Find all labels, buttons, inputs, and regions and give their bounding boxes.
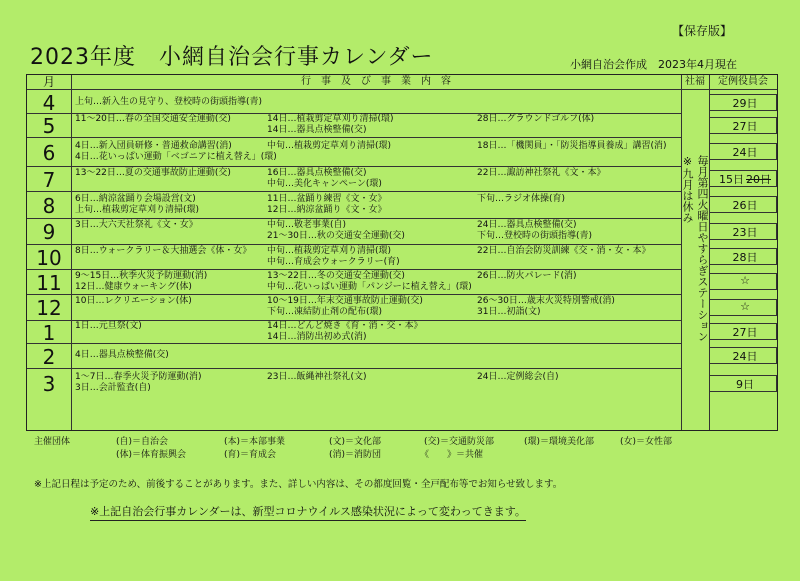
event-item: 14日…器具点検整備(交) <box>267 125 367 135</box>
event-item: 14日…消防出初め式(消) <box>267 331 367 342</box>
legend-item: (女)＝女性部 <box>620 437 673 447</box>
event-item: 14日…どんど焼き《育・消・交・本》 <box>267 320 423 331</box>
author-date: 小網自治会作成 2023年4月現在 <box>570 58 737 71</box>
event-item: 14日…植栽剪定草刈り清掃(環) <box>267 114 394 124</box>
event-item: 22日…自治会防災訓練《交・消・女・本》 <box>477 245 651 256</box>
event-item: 13～22日…夏の交通事故防止運動(交) <box>75 167 231 178</box>
meeting-date: 23日 <box>732 225 758 239</box>
welfare-schedule: 毎月第四火曜日やすらぎステーション <box>696 155 709 342</box>
legend-label: 主催団体 <box>34 437 71 447</box>
event-item: 10日…レクリエーション(体) <box>75 296 192 306</box>
meeting-date: 24日 <box>732 350 758 363</box>
month-11: 11 <box>36 270 62 295</box>
event-item: 12日…納涼盆踊り《文・女》 <box>267 204 387 215</box>
event-item: 中旬…美化キャンペーン(環) <box>267 178 382 189</box>
welfare-note <box>681 155 709 342</box>
legend-item: (環)＝環境美化部 <box>524 437 595 447</box>
month-3: 3 <box>42 372 56 396</box>
event-item: 下旬…凍結防止剤の配布(環) <box>267 307 383 317</box>
event-item: 12日…健康ウォーキング(体) <box>75 281 192 292</box>
welfare-exception: ※九月は休み <box>681 155 694 223</box>
month-2: 2 <box>42 344 56 369</box>
meeting-date: 27日 <box>732 326 758 339</box>
event-calendar-table <box>26 74 778 431</box>
meeting-date-new: 15日 <box>719 173 744 186</box>
meeting-date: ☆ <box>740 299 750 313</box>
meeting-date: 28日 <box>732 251 758 264</box>
meeting-date-old: 20日 <box>746 173 771 186</box>
event-item: 11日…盆踊り練習《文・女》 <box>267 193 387 204</box>
month-8: 8 <box>42 193 56 218</box>
event-item: 26日…防火パレード(消) <box>477 270 577 281</box>
meeting-date <box>713 171 777 187</box>
event-item: 上旬…植栽剪定草刈り清掃(環) <box>75 204 200 215</box>
meeting-date: 27日 <box>732 119 758 133</box>
event-item: 16日…器具点検整備(交) <box>267 167 367 178</box>
event-item: 6日…納涼盆踊り会場設営(文) <box>75 193 196 204</box>
event-item: 26～30日…歳末火災特別警戒(消) <box>477 296 615 306</box>
event-item: 下旬…登校時の街頭指導(青) <box>477 231 593 241</box>
month-6: 6 <box>42 140 56 165</box>
event-item: 下旬…ラジオ体操(育) <box>477 193 566 204</box>
month-12: 12 <box>36 296 62 320</box>
month-5: 5 <box>42 114 56 138</box>
event-item: 23日…飯縄神社祭礼(文) <box>267 372 367 382</box>
preservation-badge: 【保存版】 <box>672 24 733 38</box>
legend-item: (体)＝体育振興会 <box>116 450 187 460</box>
meeting-date: 9日 <box>736 377 754 391</box>
page-title: 2023年度 小網自治会行事カレンダー <box>30 45 434 70</box>
event-item: 21～30日…秋の交通安全運動(交) <box>267 231 405 241</box>
schedule-note: ※上記日程は予定のため、前後することがあります。また、詳しい内容は、その都度回覧・全戸配布等でお知らせ致します。 <box>34 479 563 490</box>
event-item: 中旬…育成会ウォークラリー(育) <box>267 256 400 267</box>
legend-item: (消)＝消防団 <box>329 450 382 460</box>
event-item: 13～22日…冬の交通安全運動(交) <box>267 270 405 281</box>
month-4: 4 <box>42 91 56 115</box>
month-7: 7 <box>42 167 56 192</box>
meeting-date: 29日 <box>732 96 758 110</box>
event-item: 3日…会計監査(自) <box>75 383 151 393</box>
event-item: 8日…ウォークラリー＆大抽選会《体・女》 <box>75 245 252 256</box>
event-item: 1～7日…春季火災予防運動(消) <box>75 372 202 382</box>
event-item: 10～19日…年末交通事故防止運動(交) <box>267 296 423 306</box>
event-item: 中旬…植栽剪定草刈り清掃(環) <box>267 140 392 151</box>
month-10: 10 <box>36 245 62 270</box>
event-item: 1日…元旦祭(文) <box>75 320 142 331</box>
event-item: 28日…グラウンドゴルフ(体) <box>477 114 595 124</box>
meeting-date: 24日 <box>732 146 758 159</box>
header-month: 月 <box>42 75 55 89</box>
legend-item: (本)＝本部事業 <box>224 437 286 447</box>
meeting-date: ☆ <box>740 274 750 287</box>
covid-note: ※上記自治会行事カレンダーは、新型コロナウイルス感染状況によって変わってきます。 <box>90 503 526 521</box>
header-welfare: 社福 <box>685 76 705 87</box>
event-item: 中旬…植栽剪定草刈り清掃(環) <box>267 245 392 256</box>
legend-item: 《 》＝共催 <box>420 450 484 460</box>
header-meeting: 定例役員会 <box>718 76 768 87</box>
event-item: 4日…花いっぱい運動「ベゴニアに植え替え」(環) <box>75 151 277 162</box>
event-item: 4日…新入団員研修・普通救命講習(消) <box>75 140 232 151</box>
legend-item: (自)＝自治会 <box>116 437 169 447</box>
event-item: 中旬…敬老事業(自) <box>267 220 347 230</box>
legend-item: (交)＝交通防災部 <box>424 437 495 447</box>
event-item: 31日…初詣(文) <box>477 307 541 317</box>
legend-item: (育)＝育成会 <box>224 450 277 460</box>
event-item: 上旬…新入生の見守り、登校時の街頭指導(青) <box>75 96 263 107</box>
event-item: 18日…「機関員」・「防災指導員養成」講習(消) <box>477 140 667 151</box>
meeting-date: 26日 <box>732 199 758 212</box>
month-9: 9 <box>42 220 56 244</box>
legend-item: (文)＝文化部 <box>329 437 382 447</box>
month-1: 1 <box>42 320 56 345</box>
event-item: 4日…器具点検整備(交) <box>75 350 169 360</box>
event-item: 3日…大六天社祭礼《文・女》 <box>75 220 198 230</box>
event-item: 中旬…花いっぱい運動「パンジーに植え替え」(環) <box>267 281 472 292</box>
event-item: 11～20日…春の全国交通安全運動(交) <box>75 114 231 124</box>
event-item: 22日…諏訪神社祭礼《文・本》 <box>477 167 606 178</box>
event-item: 9～15日…秋季火災予防運動(消) <box>75 270 208 281</box>
header-events: 行 事 及 び 事 業 内 容 <box>301 76 451 87</box>
event-item: 24日…定例総会(自) <box>477 372 559 382</box>
event-item: 24日…器具点検整備(交) <box>477 220 577 230</box>
